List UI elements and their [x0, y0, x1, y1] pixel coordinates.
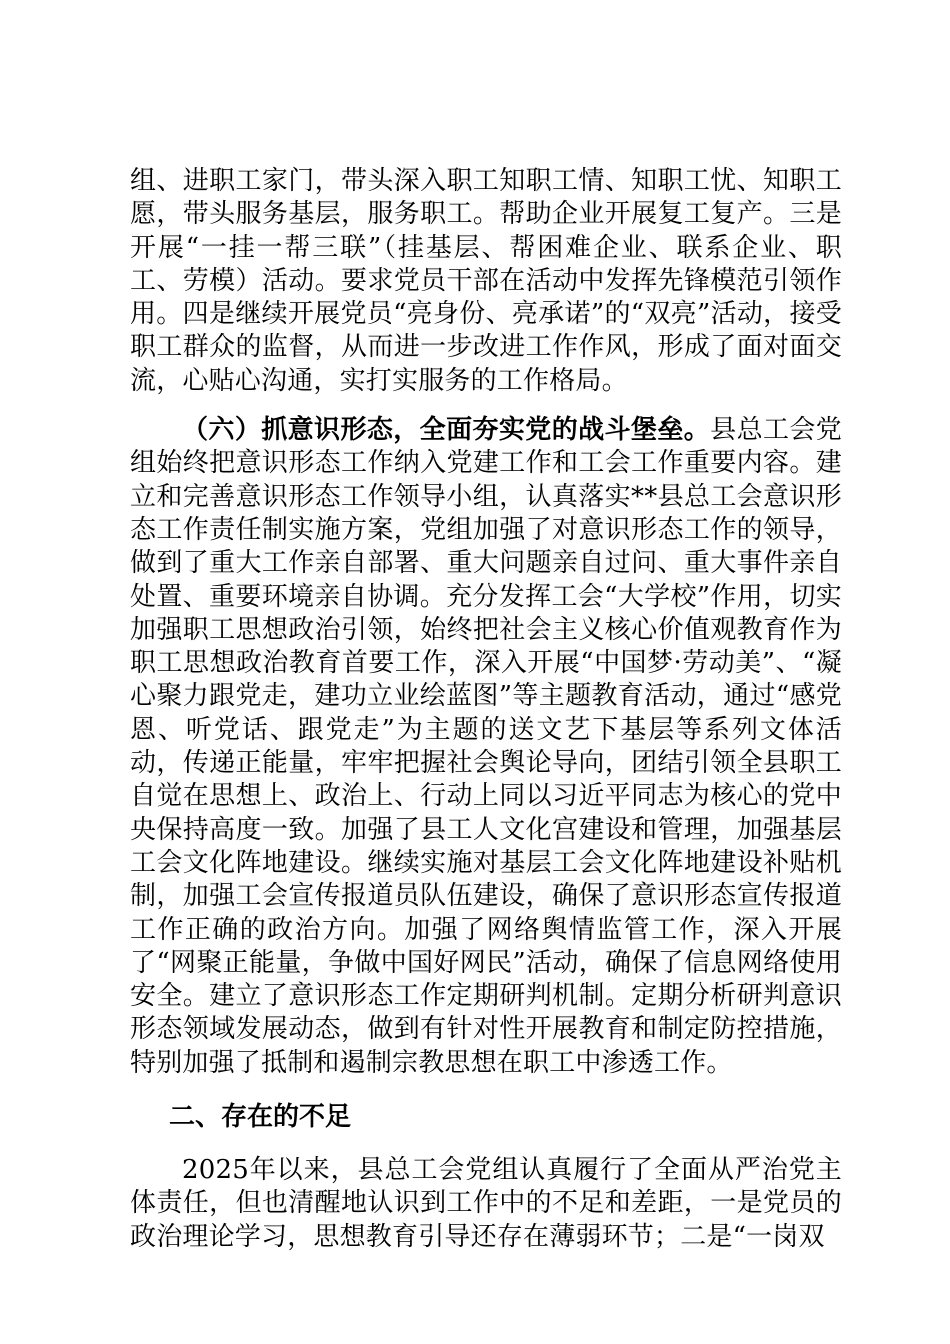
section-heading-shortcomings: 二、存在的不足	[169, 1102, 352, 1133]
paragraph-continued: 组、进职工家门，带头深入职工知职工情、知职工忧、知职工愿，带头服务基层，服务职工。帮助企业开展复工复产。三是开展“一挂一帮三联”（挂基层、帮困难企业、联系企业、职工、劳模）活动。要求党员干部在活动中发挥先锋模范引领作用。四是继续开展党员“亮身份、亮承诺”的“双亮”活动，接受职工群众的监督，从而进一步改进工作作风，形成了面对面交流，心贴心沟通，实打实服务的工作格局。	[130, 166, 842, 396]
section-six-heading: （六）抓意识形态，全面夯实党的战斗堡垒。	[182, 415, 711, 446]
section-six-paragraph	[130, 414, 842, 1080]
paragraph-shortcomings: 2025年以来，县总工会党组认真履行了全面从严治党主体责任，但也清醒地认识到工作中的不足和差距，一是党员的政治理论学习，思想教育引导还存在薄弱环节；二是“一岗双	[130, 1155, 842, 1252]
section-six-body: 县总工会党组始终把意识形态工作纳入党建工作和工会工作重要内容。建立和完善意识形态工作领导小组，认真落实**县总工会意识形态工作责任制实施方案，党组加强了对意识形态工作的领导，做到了重大工作亲自部署、重大问题亲自过问、重大事件亲自处置、重要环境亲自协调。充分发挥工会“大学校”作用，切实加强职工思想政治引领，始终把社会主义核心价值观教育作为职工思想政治教育首要工作，深入开展“中国梦·劳动美”、“凝心聚力跟党走，建功立业绘蓝图”等主题教育活动，通过“感党恩、听党话、跟党走”为主题的送文艺下基层等系列文体活动，传递正能量，牢牢把握社会舆论导向，团结引领全县职工自觉在思想上、政治上、行动上同以习近平同志为核心的党中央保持高度一致。加强了县工人文化宫建设和管理，加强基层工会文化阵地建设。继续实施对基层工会文化阵地建设补贴机制，加强工会宣传报道员队伍建设，确保了意识形态宣传报道工作正确的政治方向。加强了网络舆情监管工作，深入开展了“网聚正能量，争做中国好网民”活动，确保了信息网络使用安全。建立了意识形态工作定期研判机制。定期分析研判意识形态领域发展动态，做到有针对性开展教育和制定防控措施，特别加强了抵制和遏制宗教思想在职工中渗透工作。	[130, 415, 842, 1078]
document-body	[130, 165, 842, 1254]
